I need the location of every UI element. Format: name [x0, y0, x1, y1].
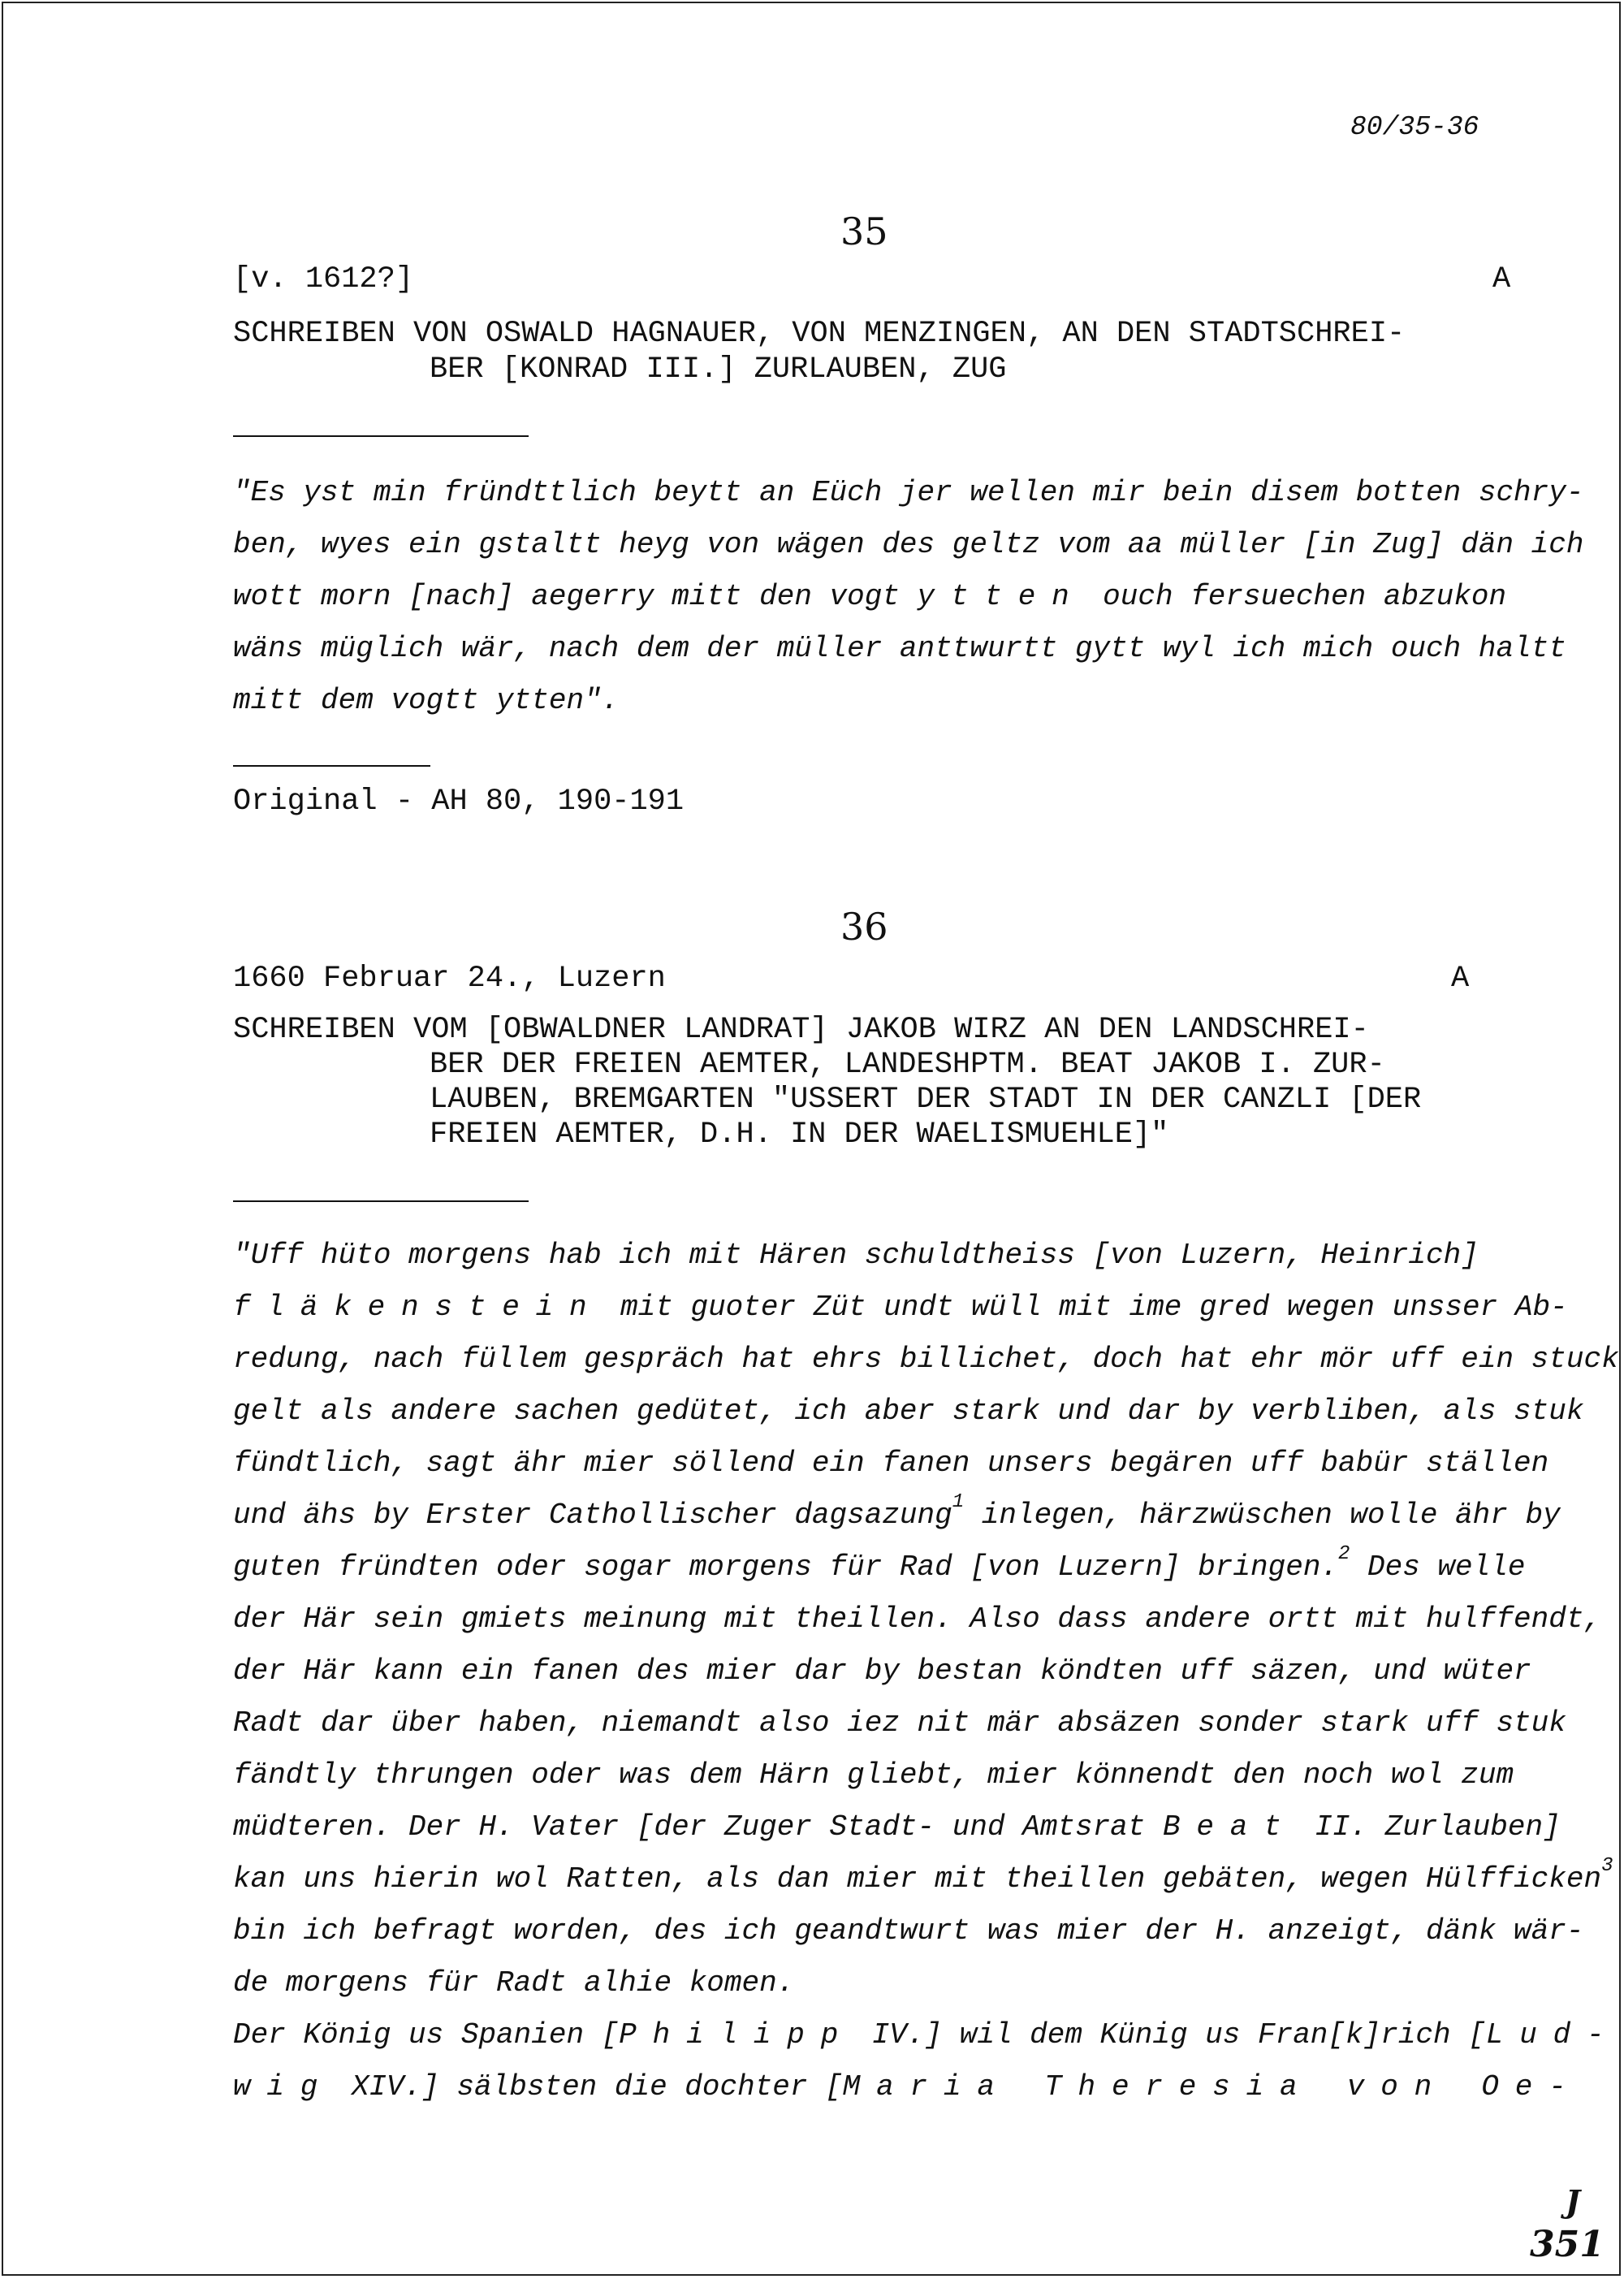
document-35-quote-line-4: wäns müglich wär, nach dem der müller anttwurtt gytt wyl ich mich ouch haltt — [233, 632, 1566, 665]
document-36-body-line-4: gelt als andere sachen gedütet, ich aber stark und dar by verbliben, als stuk — [233, 1395, 1584, 1428]
document-36-body-line-13: kan uns hierin wol Ratten, als dan mier mit theillen gebäten, wegen Hülfficken$^3$ — [233, 1855, 1613, 1896]
footnote-marker: 1 — [952, 1491, 965, 1513]
separator-rule — [233, 435, 529, 437]
document-36-body-line-1: "Uff hüto morgens hab ich mit Hären schuldtheiss [von Luzern, Heinrich] — [233, 1239, 1479, 1272]
document-36-body-line-17: wig XIV.] sälbsten die dochter [Maria Theresia von Oe- — [233, 2070, 1583, 2104]
document-36-heading-line-2: BER DER FREIEN AEMTER, LANDESHPTM. BEAT JAKOB I. ZUR- — [430, 1048, 1385, 1082]
spaced-name-beat: Beat — [1163, 1810, 1298, 1844]
footnote-marker: 3 — [1601, 1855, 1613, 1877]
handwritten-page-number: 351 — [1530, 2224, 1605, 2265]
document-36-body-line-12: müdteren. Der H. Vater [der Zuger Stadt- und Amtsrat Beat II. Zurlauben] — [233, 1810, 1561, 1844]
separator-rule — [233, 765, 430, 767]
handwritten-corner-mark: J — [1566, 2183, 1580, 2220]
document-35-grade: A — [1492, 262, 1511, 296]
document-36-body-line-11: fändtly thrungen oder was dem Härn gliebt, mier könnendt den noch wol zum — [233, 1758, 1514, 1792]
document-36-body-line-10: Radt dar über haben, niemandt also iez nit mär absäzen sonder stark uff stuk — [233, 1706, 1566, 1740]
footnote-marker: 2 — [1338, 1543, 1350, 1565]
document-36-grade: A — [1451, 962, 1470, 996]
document-36-heading-line-4: FREIEN AEMTER, D.H. IN DER WAELISMUEHLE]" — [430, 1118, 1169, 1152]
document-35-quote-line-5: mitt dem vogtt ytten". — [233, 684, 620, 717]
document-36-body-line-8: der Här sein gmiets meinung mit theillen. Also dass andere ortt mit hulffendt, — [233, 1602, 1602, 1636]
spaced-name-flaekenstein: fläkenstein — [233, 1291, 603, 1324]
document-36-body-line-15: de morgens für Radt alhie komen. — [233, 1966, 795, 2000]
document-35-quote-line-1: "Es yst min fründttlich beytt an Eüch jer wellen mir bein disem botten schry- — [233, 476, 1584, 509]
spaced-name-ytten: ytten — [917, 580, 1086, 613]
spaced-name-philipp: Philipp — [619, 2018, 855, 2052]
document-36-heading-line-3: LAUBEN, BREMGARTEN "USSERT DER STADT IN DER CANZLI [DER — [430, 1083, 1422, 1117]
document-35-heading-line-2: BER [KONRAD III.] ZURLAUBEN, ZUG — [430, 352, 1007, 387]
spaced-name-ludwig-part-1: Lud- — [1485, 2018, 1621, 2052]
document-35-quote-line-2: ben, wyes ein gstaltt heyg von wägen des geltz vom aa müller [in Zug] dän ich — [233, 528, 1584, 561]
document-35-source: Original - AH 80, 190-191 — [233, 785, 685, 819]
document-36-body-line-9: der Här kann ein fanen des mier dar by bestan köndten uff säzen, und wüter — [233, 1654, 1531, 1688]
document-36-heading-line-1: SCHREIBEN VOM [OBWALDNER LANDRAT] JAKOB WIRZ AN DEN LANDSCHREI- — [233, 1013, 1369, 1047]
document-36-body-line-7: guten fründten oder sogar morgens für Rad [von Luzern] bringen.$^2$ Des welle — [233, 1543, 1526, 1584]
document-36-body-line-5: fündtlich, sagt ähr mier söllend ein fanen unsers begären uff babür ställen — [233, 1447, 1549, 1480]
separator-rule — [233, 1200, 529, 1202]
document-35-heading-line-1: SCHREIBEN VON OSWALD HAGNAUER, VON MENZINGEN, AN DEN STADTSCHREI- — [233, 317, 1406, 351]
document-number-35: 35 — [840, 210, 888, 253]
document-35-quote-line-3: wott morn [nach] aegerry mitt den vogt ytten ouch fersuechen abzukon — [233, 580, 1507, 613]
document-number-36: 36 — [840, 905, 888, 949]
spaced-name-maria-theresia: Maria Theresia von Oe- — [842, 2070, 1583, 2104]
document-36-body-line-2: fläkenstein mit guoter Züt undt wüll mit ime gred wegen unsser Ab- — [233, 1291, 1568, 1324]
document-36-body-line-3: redung, nach füllem gespräch hat ehrs billichet, doch hat ehr mör uff ein stuck — [233, 1343, 1619, 1376]
document-36-body-line-16: Der König us Spanien [Philipp IV.] wil dem Künig us Fran[k]rich [Lud- — [233, 2018, 1621, 2052]
page-reference: 80/35-36 — [1350, 112, 1479, 142]
document-36-body-line-14: bin ich befragt worden, des ich geandtwurt was mier der H. anzeigt, dänk wär- — [233, 1914, 1584, 1948]
document-36-date: 1660 Februar 24., Luzern — [233, 962, 666, 996]
spaced-name-ludwig-part-2: wig — [233, 2070, 335, 2104]
document-36-body-line-6: und ähs by Erster Cathollischer dagsazung$^1$ inlegen, härzwüschen wolle ähr by — [233, 1491, 1561, 1532]
document-35-date: [v. 1612?] — [233, 262, 414, 296]
